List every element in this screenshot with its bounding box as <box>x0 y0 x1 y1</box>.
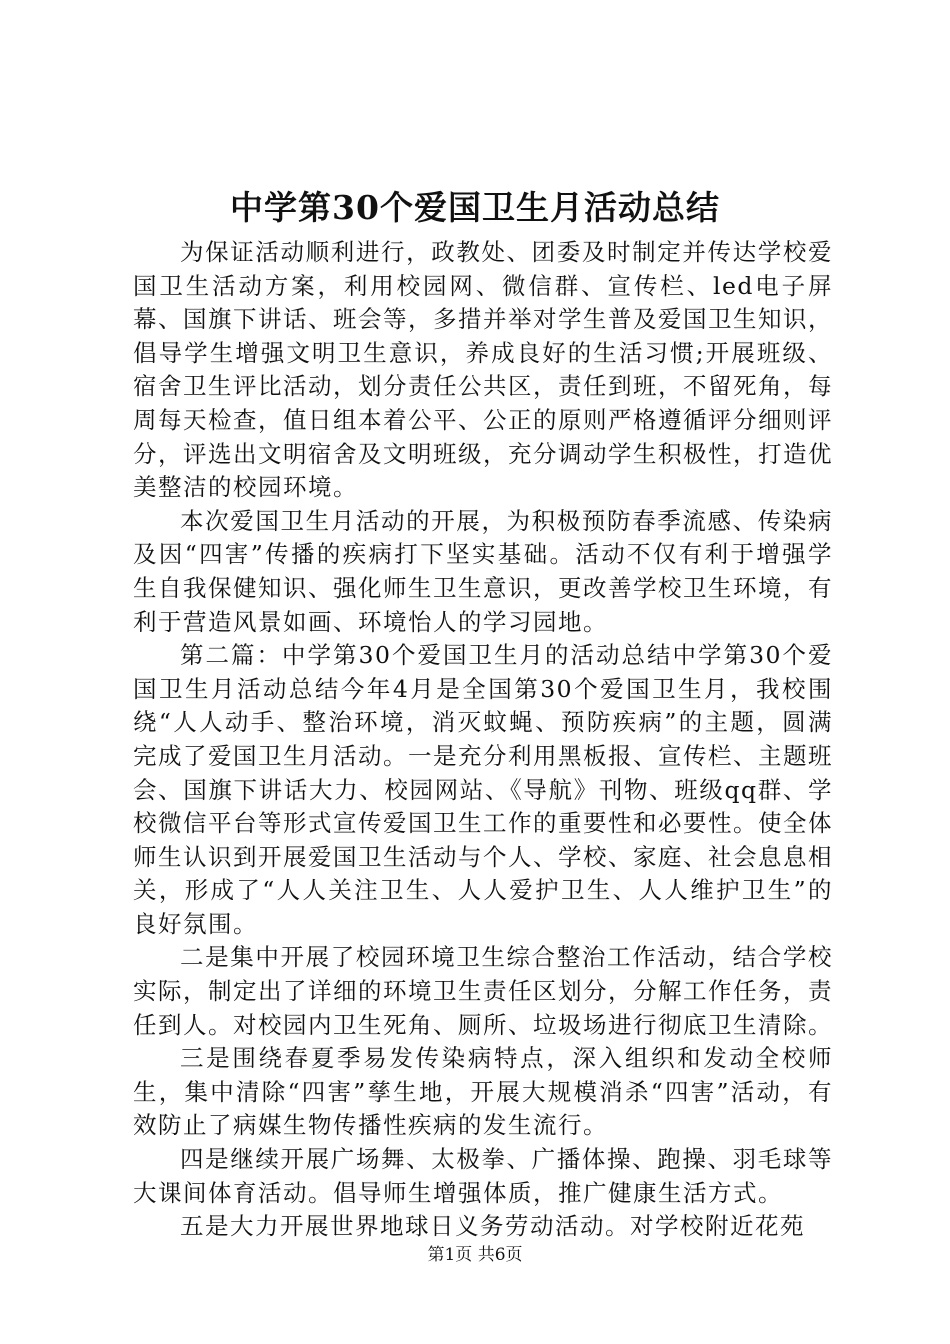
paragraph: 第二篇：中学第30个爱国卫生月的活动总结中学第30个爱国卫生月活动总结今年4月是全国第30个爱国卫生月，我校围绕“人人动手、整治环境，消灭蚊蝇、预防疾病”的主题，圆满完成了爱国卫生月活动。一是充分利用黑板报、宣传栏、主题班会、国旗下讲话大力、校园网站、《导航》刊物、班级qq群、学校微信平台等形式宣传爱国卫生工作的重要性和必要性。使全体师生认识到开展爱国卫生活动与个人、学校、家庭、社会息息相关，形成了“人人关注卫生、人人爱护卫生、人人维护卫生”的良好氛围。 <box>133 641 833 938</box>
paragraph: 四是继续开展广场舞、太极拳、广播体操、跑操、羽毛球等大课间体育活动。倡导师生增强体质，推广健康生活方式。 <box>133 1145 833 1207</box>
paragraph: 三是围绕春夏季易发传染病特点，深入组织和发动全校师生，集中清除“四害”孳生地，开展大规模消杀“四害”活动，有效防止了病媒生物传播性疾病的发生流行。 <box>133 1044 833 1140</box>
page-number-footer: 第1页 共6页 <box>427 1245 523 1265</box>
paragraph: 二是集中开展了校园环境卫生综合整治工作活动，结合学校实际，制定出了详细的环境卫生责任区划分，分解工作任务，责任到人。对校园内卫生死角、厕所、垃圾场进行彻底卫生清除。 <box>133 943 833 1039</box>
document-body <box>133 236 833 1244</box>
paragraph: 为保证活动顺利进行，政教处、团委及时制定并传达学校爱国卫生活动方案，利用校园网、微信群、宣传栏、led电子屏幕、国旗下讲话、班会等，多措并举对学生普及爱国卫生知识，倡导学生增强文明卫生意识，养成良好的生活习惯;开展班级、宿舍卫生评比活动，划分责任公共区，责任到班，不留死角，每周每天检查，值日组本着公平、公正的原则严格遵循评分细则评分，评选出文明宿舍及文明班级，充分调动学生积极性，打造优美整洁的校园环境。 <box>133 238 833 502</box>
paragraph: 五是大力开展世界地球日义务劳动活动。对学校附近花苑 <box>180 1212 805 1241</box>
paragraph: 本次爱国卫生月活动的开展，为积极预防春季流感、传染病及因“四害”传播的疾病打下坚实基础。活动不仅有利于增强学生自我保健知识、强化师生卫生意识，更改善学校卫生环境，有利于营造风景如画、环境怡人的学习园地。 <box>133 506 833 636</box>
document-title: 中学第30个爱国卫生月活动总结 <box>230 188 720 227</box>
